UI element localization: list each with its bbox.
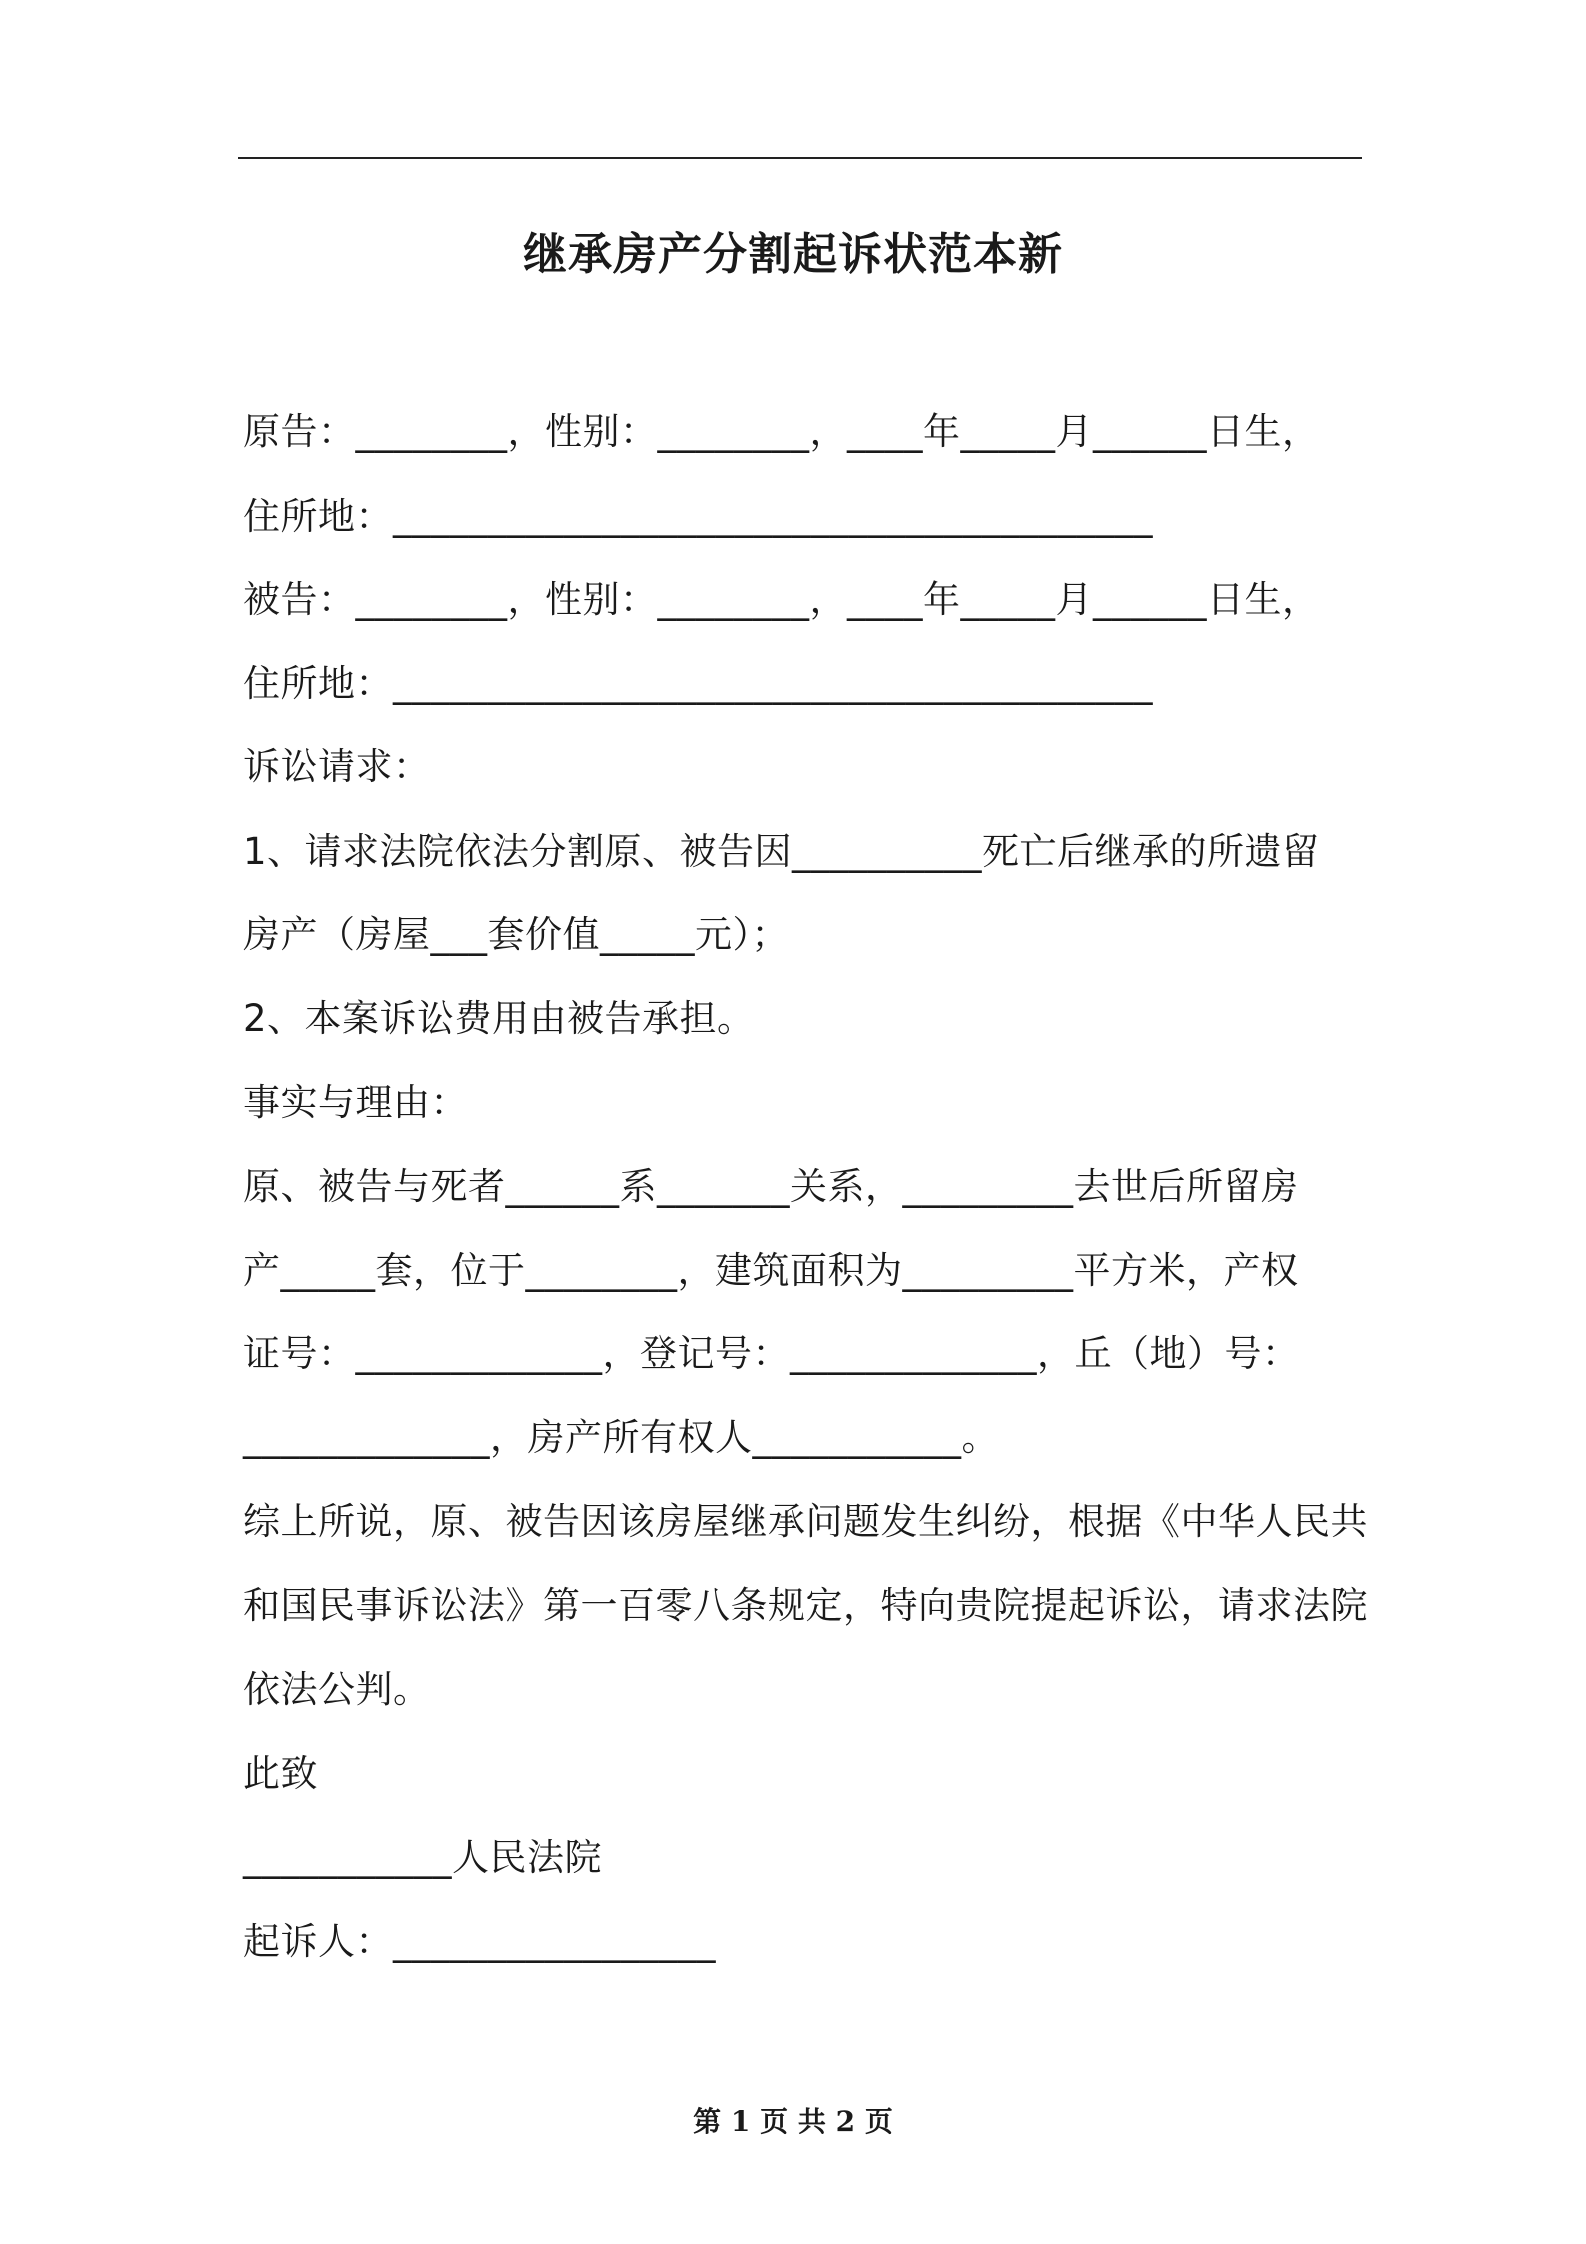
summary-line-2: 和国民事诉讼法》第一百零八条规定，特向贵院提起诉讼，请求法院 [243, 1584, 1368, 1627]
facts-line-1: 原、被告与死者______系_______关系，_________去世后所留房 [243, 1165, 1299, 1208]
page-footer: 第 1 页 共 2 页 [693, 2105, 893, 2138]
claims-heading: 诉讼请求： [243, 745, 431, 788]
facts-line-2: 产_____套，位于________，建筑面积为_________平方米，产权 [243, 1249, 1299, 1292]
document-title: 继承房产分割起诉状范本新 [523, 229, 1063, 280]
claim-1-line: 1、请求法院依法分割原、被告因__________死亡后继承的所遗留 [243, 830, 1320, 873]
facts-heading: 事实与理由： [243, 1081, 468, 1124]
plaintiff-signature-line: 起诉人：_________________ [243, 1920, 716, 1963]
claim-2-line: 2、本案诉讼费用由被告承担。 [243, 997, 755, 1040]
facts-line-4: _____________，房产所有权人___________。 [243, 1416, 999, 1459]
header-rule [238, 157, 1362, 159]
plaintiff-line: 原告：________，性别：________，____年_____月______日生， [243, 410, 1320, 453]
summary-line-3: 依法公判。 [243, 1668, 431, 1711]
court-line: ___________人民法院 [243, 1836, 602, 1879]
defendant-line: 被告：________，性别：________，____年_____月______日生， [243, 578, 1320, 621]
summary-line-1: 综上所说，原、被告因该房屋继承问题发生纠纷，根据《中华人民共 [243, 1500, 1368, 1543]
claim-1-continued-line: 房产（房屋___套价值_____元）； [243, 913, 789, 956]
salutation-line: 此致 [243, 1752, 318, 1795]
defendant-address-line: 住所地：________________________________________ [243, 662, 1153, 705]
plaintiff-address-line: 住所地：________________________________________ [243, 495, 1153, 538]
facts-line-3: 证号：_____________，登记号：_____________，丘（地）号： [243, 1332, 1300, 1375]
